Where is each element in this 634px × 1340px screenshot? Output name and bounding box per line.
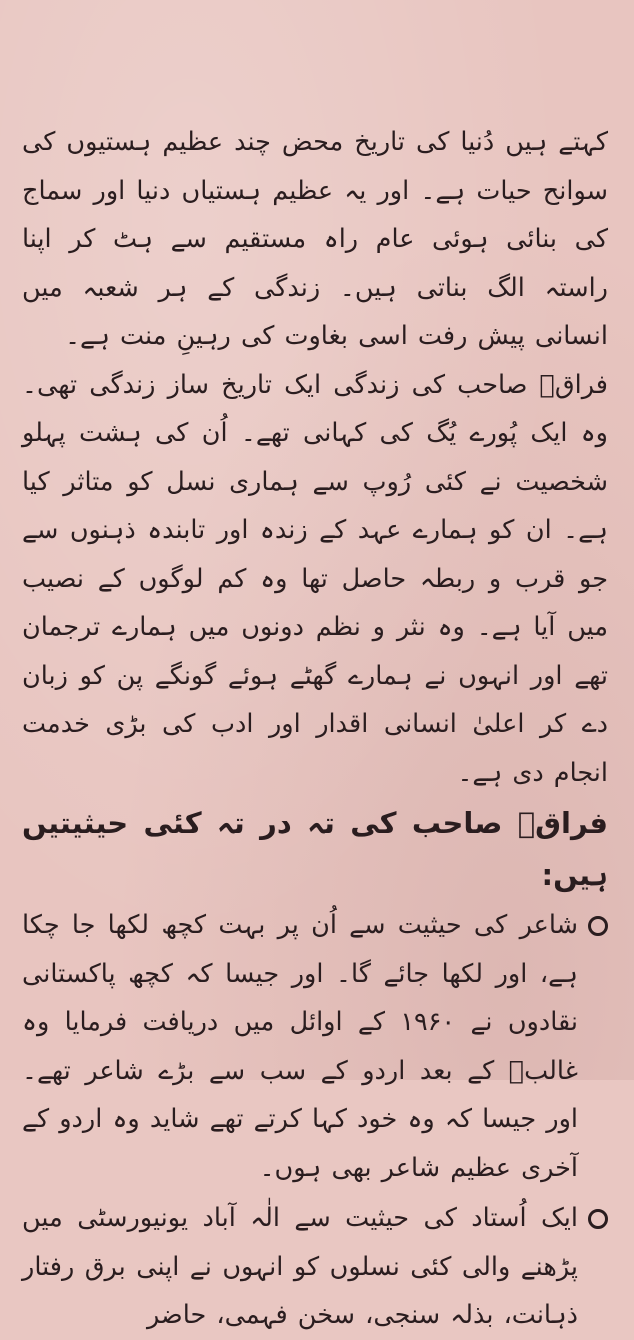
bullet-item-teacher [22,1194,608,1340]
bullet-item-poet [22,901,608,1192]
document-body [22,118,608,1340]
circle-bullet-icon [588,916,608,936]
firaq-paragraph: فراقؔ صاحب کی زندگی ایک تاریخ ساز زندگی تھی۔ وہ ایک پُورے یُگ کی کہانی تھے۔ اُن کی ہشت پہلو شخصیت نے کئی رُوپ سے ہماری نسل کو متاثر کیا ہے۔ ان کو ہمارے عہد کے زندہ اور تابندہ ذہنوں سے جو قرب و ربطہ حاصل تھا وہ کم لوگوں کے نصیب میں آیا ہے۔ وہ نثر و نظم دونوں میں ہمارے ترجمان تھے اور انہوں نے ہمارے گھٹے ہوئے گونگے پن کو زبان دے کر اعلیٰ انسانی اقدار اور ادب کی بڑی خدمت انجام دی ہے۔ [22,369,608,788]
intro-paragraph: کہتے ہیں دُنیا کی تاریخ محض چند عظیم ہستیوں کی سوانح حیات ہے۔ اور یہ عظیم ہستیاں دنیا اور سماج کی بنائی ہوئی عام راہ مستقیم سے ہٹ کر اپنا راستہ الگ بناتی ہیں۔ زندگی کے ہر شعبہ میں انسانی پیش رفت اسی بغاوت کی رہینِ منت ہے۔ [22,127,608,351]
section-heading: فراقؔ صاحب کی تہ در تہ کئی حیثیتیں ہیں: [22,806,608,892]
circle-bullet-icon [588,1209,608,1229]
bullet-text: ایک اُستاد کی حیثیت سے الٰہ آباد یونیورسٹی میں پڑھنے والی کئی نسلوں کو انہوں نے اپنی برق رفتار ذہانت، بذلہ سنجی، سخن فہمی، حاضر [22,1203,578,1330]
bullet-text: شاعر کی حیثیت سے اُن پر بہت کچھ لکھا جا چکا ہے، اور لکھا جائے گا۔ اور جیسا کہ کچھ پاکستانی نقادوں نے ۱۹۶۰ کے اوائل میں دریافت فرمایا وہ غالبؔ کے بعد اردو کے سب سے بڑے شاعر تھے۔ اور جیسا کہ وہ خود کہا کرتے تھے شاید وہ اردو کے آخری عظیم شاعر بھی ہوں۔ [22,910,578,1183]
